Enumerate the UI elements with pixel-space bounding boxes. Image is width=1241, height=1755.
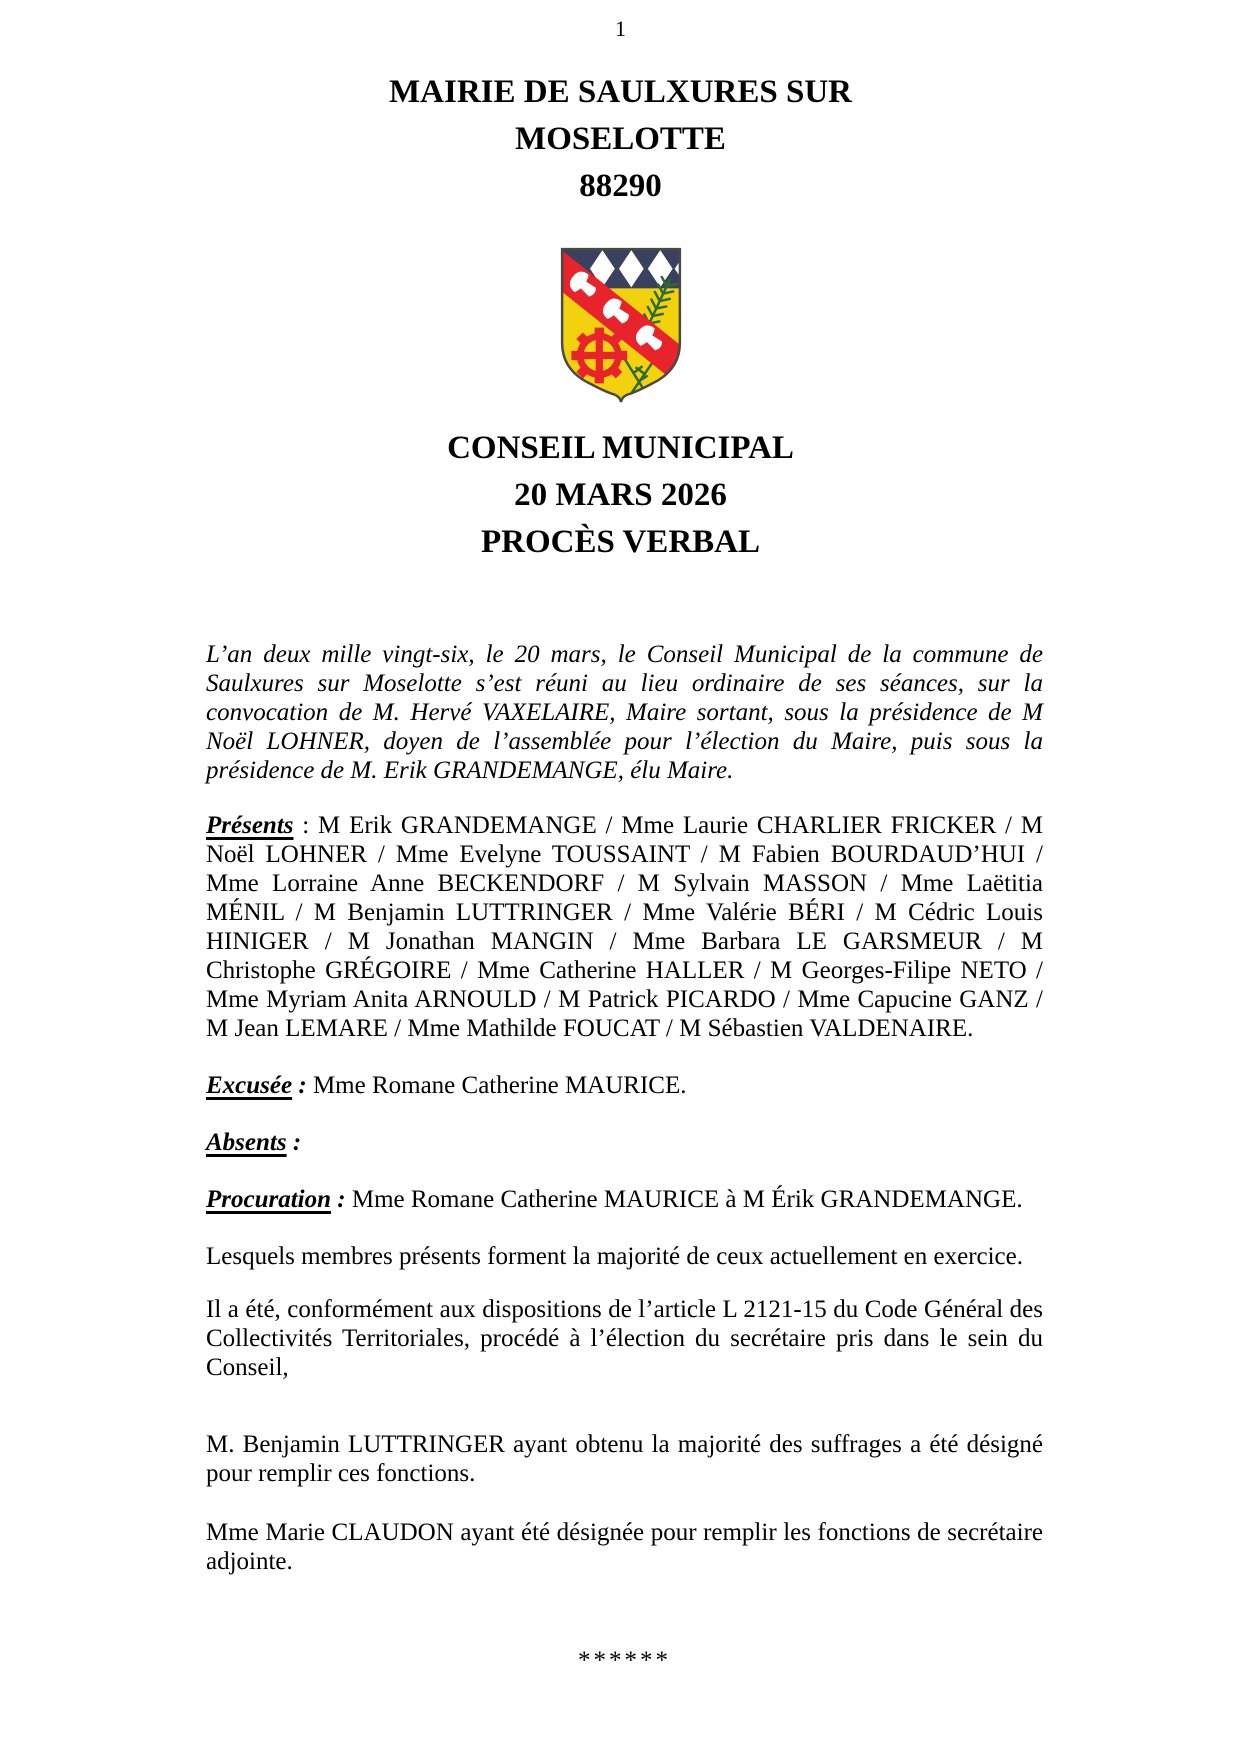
secretary-designation-paragraph: M. Benjamin LUTTRINGER ayant obtenu la majorité des suffrages a été désigné pour remplir ces fonctions. (206, 1431, 1043, 1487)
meeting-title-line1: CONSEIL MUNICIPAL (447, 430, 794, 466)
quorum-paragraph: Lesquels membres présents forment la majorité de ceux actuellement en exercice. (206, 1243, 1024, 1270)
procuration-names: Mme Romane Catherine MAURICE à M Érik GRANDEMANGE. (351, 1186, 1023, 1213)
preamble-paragraph: L’an deux mille vingt-six, le 20 mars, le Conseil Municipal de la commune de Saulxures sur Moselotte s’est réuni au lieu ordinaire de ses séances, sur la convocation de M. Hervé VAXELAIRE, Maire sortant, sous la présidence de M Noël LOHNER, doyen de l’assemblée pour l’élection du Maire, puis sous la présidence de M. Erik GRANDEMANGE, élu Maire. (206, 641, 1043, 784)
presents-names: M Erik GRANDEMANGE / Mme Laurie CHARLIER FRICKER / M Noël LOHNER / Mme Evelyne TOUSSAINT / M Fabien BOURDAUD’HUI / Mme Lorraine Anne BECKENDORF / M Sylvain MASSON / Mme Laëtitia MÉNIL / M Benjamin LUTTRINGER / Mme Valérie BÉRI / M Cédric Louis HINIGER / M Jonathan MANGIN / Mme Barbara LE GARSMEUR / M Christophe GRÉGOIRE / Mme Catherine HALLER / M Georges-Filipe NETO / Mme Myriam Anita ARNOULD / M Patrick PICARDO / Mme Capucine GANZ / M Jean LEMARE / Mme Mathilde FOUCAT / M Sébastien VALDENAIRE. (206, 812, 1043, 1042)
excusee-colon: : (292, 1072, 313, 1099)
excusee-paragraph (206, 1071, 1043, 1100)
procuration-label: Procuration (206, 1186, 332, 1213)
presents-colon: : (293, 812, 319, 839)
procuration-paragraph (206, 1185, 1043, 1214)
coat-of-arms-icon (0, 246, 1241, 403)
presents-label: Présents (206, 812, 294, 839)
meeting-title (0, 425, 1241, 566)
mairie-title (0, 69, 1241, 210)
procuration-colon: : (331, 1186, 352, 1213)
excusee-names: Mme Romane Catherine MAURICE. (312, 1072, 687, 1099)
gear-icon (571, 328, 627, 384)
coat-of-arms-svg (559, 246, 683, 403)
excusee-label: Excusée (206, 1072, 293, 1099)
absents-colon: : (286, 1129, 302, 1156)
absents-paragraph (206, 1128, 1043, 1157)
secretary-election-paragraph: Il a été, conformément aux dispositions de l’article L 2121-15 du Code Général des Collectivités Territoriales, procédé à l’élection du secrétaire pris dans le sein du Conseil, (206, 1296, 1043, 1381)
meeting-title-line3: PROCÈS VERBAL (480, 524, 761, 560)
meeting-title-line2: 20 MARS 2026 (514, 477, 727, 513)
stars-separator: ****** (578, 1647, 671, 1674)
deputy-secretary-paragraph: Mme Marie CLAUDON ayant été désignée pour remplir les fonctions de secrétaire adjointe. (206, 1519, 1043, 1575)
presents-paragraph (206, 811, 1043, 1043)
mairie-title-line2: MOSELOTTE (515, 121, 726, 157)
postal-code: 88290 (579, 168, 662, 204)
page-number: 1 (615, 16, 626, 41)
absents-label: Absents (206, 1129, 287, 1156)
mairie-title-line1: MAIRIE DE SAULXURES SUR (389, 74, 852, 110)
